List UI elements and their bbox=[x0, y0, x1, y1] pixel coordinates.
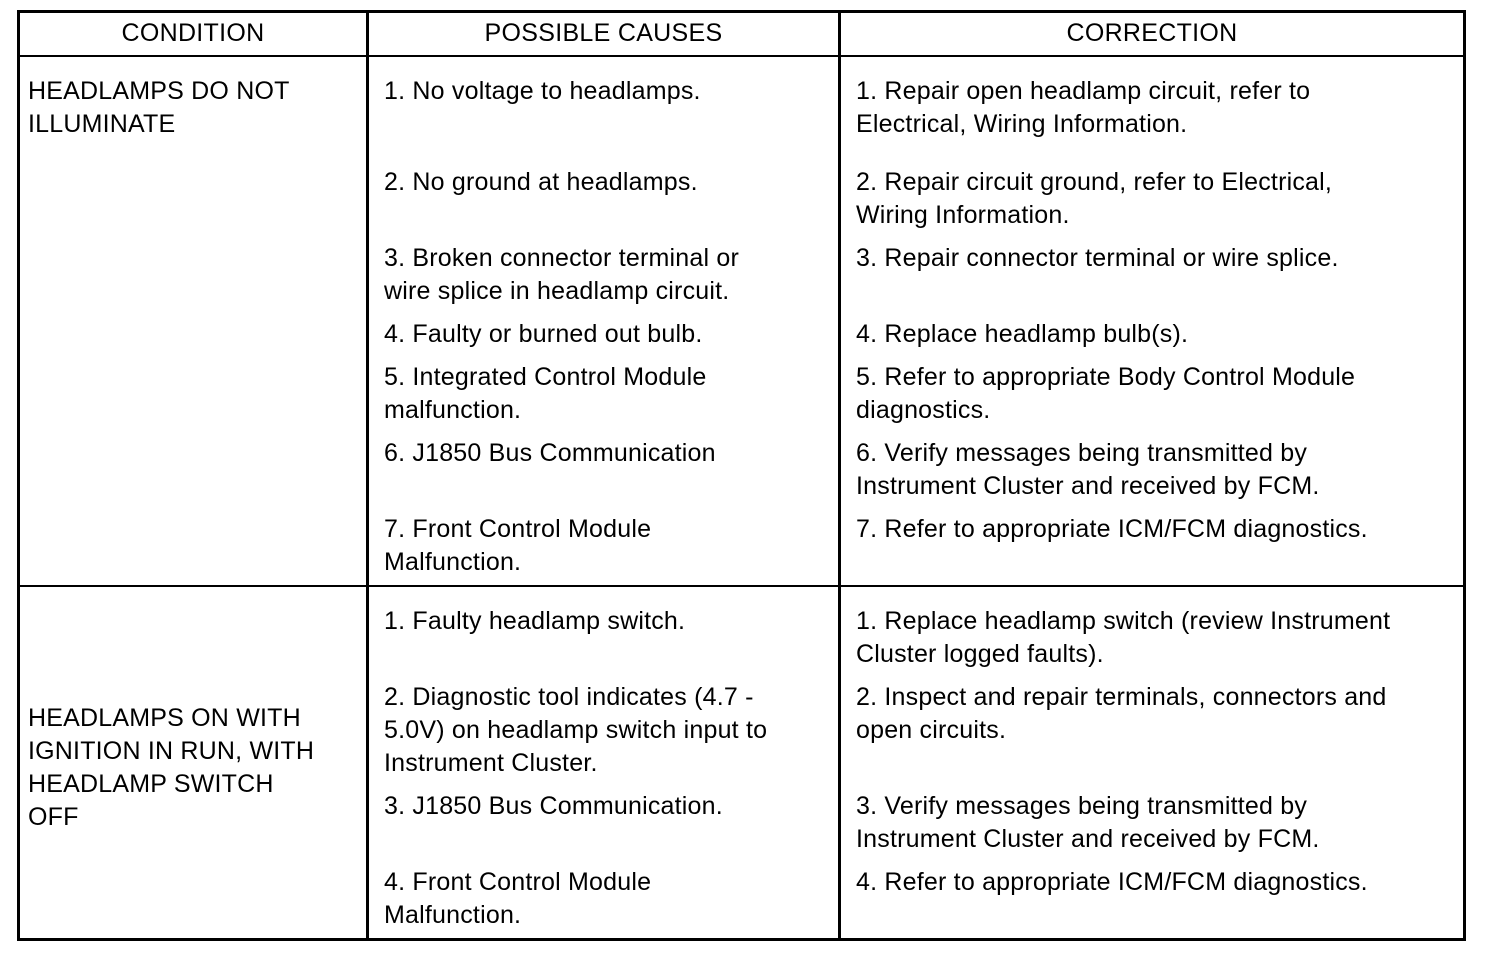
correction-cell: 3. Verify messages being transmitted by Instrument Cluster and received by FCM. bbox=[856, 792, 1320, 853]
condition-cell: HEADLAMPS DO NOT ILLUMINATE bbox=[28, 77, 290, 138]
column-divider-1 bbox=[366, 10, 369, 941]
cause-cell: 6. J1850 Bus Communication bbox=[384, 439, 716, 467]
cause-cell: 1. No voltage to headlamps. bbox=[384, 77, 701, 105]
cause-cell: 2. No ground at headlamps. bbox=[384, 168, 698, 196]
header-possible-causes: POSSIBLE CAUSES bbox=[484, 19, 723, 47]
correction-cell: 3. Repair connector terminal or wire splice. bbox=[856, 244, 1339, 272]
cause-cell: 3. Broken connector terminal or wire splice in headlamp circuit. bbox=[384, 244, 739, 305]
condition-cell: HEADLAMPS ON WITH IGNITION IN RUN, WITH HEADLAMP SWITCH OFF bbox=[28, 704, 315, 831]
correction-cell: 5. Refer to appropriate Body Control Module diagnostics. bbox=[856, 363, 1356, 424]
correction-cell: 6. Verify messages being transmitted by Instrument Cluster and received by FCM. bbox=[856, 439, 1320, 500]
header-condition: CONDITION bbox=[121, 19, 265, 47]
correction-cell: 4. Replace headlamp bulb(s). bbox=[856, 320, 1189, 348]
correction-cell: 7. Refer to appropriate ICM/FCM diagnostics. bbox=[856, 515, 1368, 543]
cause-cell: 1. Faulty headlamp switch. bbox=[384, 607, 686, 635]
correction-cell: 2. Inspect and repair terminals, connectors and open circuits. bbox=[856, 683, 1387, 744]
column-divider-2 bbox=[838, 10, 841, 941]
correction-cell: 2. Repair circuit ground, refer to Electrical, Wiring Information. bbox=[856, 168, 1333, 229]
header-correction: CORRECTION bbox=[1066, 19, 1238, 47]
cause-cell: 5. Integrated Control Module malfunction. bbox=[384, 363, 707, 424]
correction-cell: 1. Repair open headlamp circuit, refer to Electrical, Wiring Information. bbox=[856, 77, 1311, 138]
cause-cell: 2. Diagnostic tool indicates (4.7 - 5.0V) on headlamp switch input to Instrument Cluster. bbox=[384, 683, 768, 777]
cause-cell: 7. Front Control Module Malfunction. bbox=[384, 515, 652, 576]
correction-cell: 4. Refer to appropriate ICM/FCM diagnostics. bbox=[856, 868, 1368, 896]
cause-cell: 4. Front Control Module Malfunction. bbox=[384, 868, 652, 929]
correction-cell: 1. Replace headlamp switch (review Instrument Cluster logged faults). bbox=[856, 607, 1391, 668]
cause-cell: 4. Faulty or burned out bulb. bbox=[384, 320, 703, 348]
section-divider bbox=[17, 585, 1466, 587]
cause-cell: 3. J1850 Bus Communication. bbox=[384, 792, 723, 820]
